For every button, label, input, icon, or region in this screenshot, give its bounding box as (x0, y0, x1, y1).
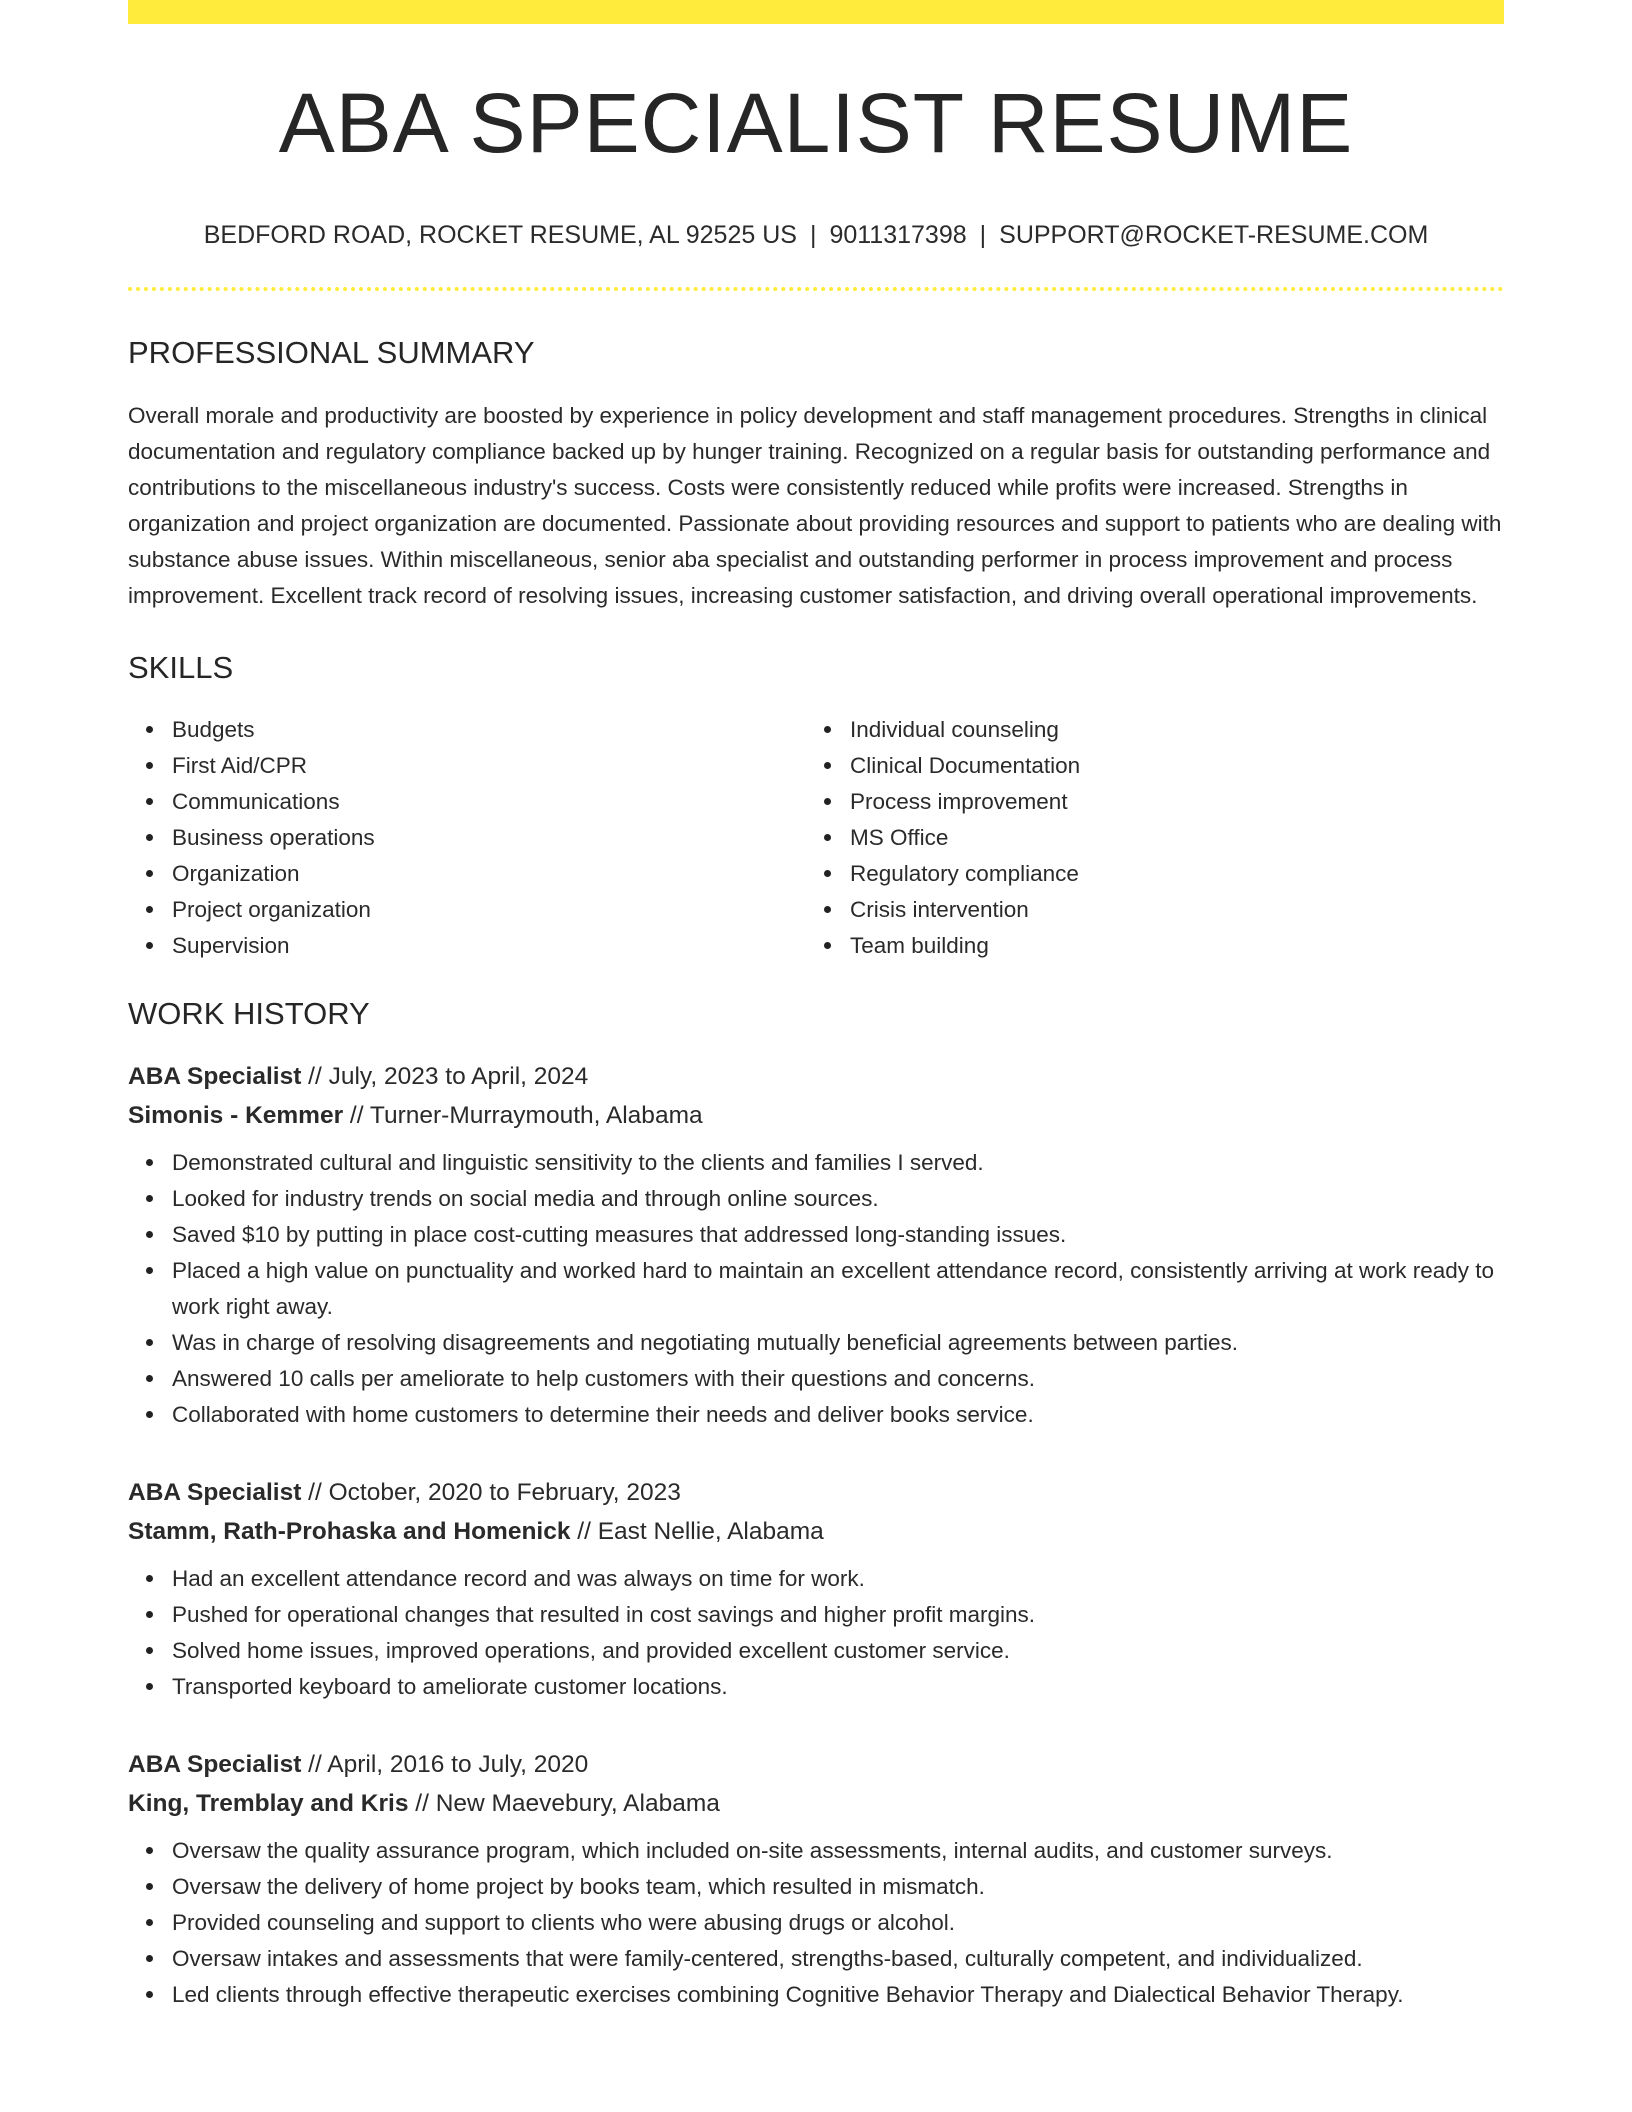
job-dates: // October, 2020 to February, 2023 (301, 1479, 681, 1506)
accent-bar (128, 0, 1504, 24)
job-company: Simonis - Kemmer (128, 1102, 344, 1129)
job-title: ABA Specialist (128, 1479, 302, 1506)
summary-heading: PROFESSIONAL SUMMARY (128, 335, 535, 370)
job-title-line (128, 1473, 1504, 1512)
skill-item: Individual counseling (850, 712, 1484, 748)
job-bullet: Oversaw intakes and assessments that were family-centered, strengths-based, culturally competent, and individualized. (172, 1941, 1504, 1977)
skill-item: MS Office (850, 820, 1484, 856)
contact-line (128, 223, 1504, 248)
skill-item: Regulatory compliance (850, 856, 1484, 892)
contact-email: SUPPORT@ROCKET-RESUME.COM (999, 221, 1429, 249)
job-bullet: Led clients through effective therapeutic exercises combining Cognitive Behavior Therapy and Dialectical Behavior Therapy. (172, 1977, 1504, 2013)
skill-item: Business operations (172, 820, 806, 856)
job-title: ABA Specialist (128, 1063, 302, 1090)
work-history-list (128, 1057, 1504, 2013)
job-bullet: Oversaw the delivery of home project by books team, which resulted in mismatch. (172, 1869, 1504, 1905)
skill-item: Team building (850, 928, 1484, 964)
job-bullet-list (128, 1145, 1504, 1433)
job-title-line (128, 1057, 1504, 1096)
job-dates: // April, 2016 to July, 2020 (301, 1751, 589, 1778)
skill-item: Project organization (172, 892, 806, 928)
job-company-line (128, 1096, 1504, 1135)
job-bullet: Solved home issues, improved operations, and provided excellent customer service. (172, 1633, 1504, 1669)
job-title: ABA Specialist (128, 1751, 302, 1778)
job-bullet: Transported keyboard to ameliorate customer locations. (172, 1669, 1504, 1705)
job-bullet: Answered 10 calls per ameliorate to help customers with their questions and concerns. (172, 1361, 1504, 1397)
dotted-divider (128, 287, 1504, 291)
job-title-line (128, 1745, 1504, 1784)
contact-address: BEDFORD ROAD, ROCKET RESUME, AL 92525 US (203, 221, 797, 249)
skill-item: Crisis intervention (850, 892, 1484, 928)
job-dates: // July, 2023 to April, 2024 (301, 1063, 589, 1090)
job-location: // New Maevebury, Alabama (408, 1790, 720, 1817)
job-bullet: Collaborated with home customers to determine their needs and deliver books service. (172, 1397, 1504, 1433)
job-bullet: Oversaw the quality assurance program, which included on-site assessments, internal audits, and customer surveys. (172, 1833, 1504, 1869)
job-entry (128, 1745, 1504, 2013)
job-bullet: Placed a high value on punctuality and worked hard to maintain an excellent attendance record, consistently arriving at work ready to work right away. (172, 1253, 1504, 1325)
skill-item: Process improvement (850, 784, 1484, 820)
resume-page (128, 0, 1504, 2013)
job-company: Stamm, Rath-Prohaska and Homenick (128, 1518, 571, 1545)
job-location: // East Nellie, Alabama (570, 1518, 824, 1545)
job-bullet: Looked for industry trends on social media and through online sources. (172, 1181, 1504, 1217)
resume-title: ABA SPECIALIST RESUME (278, 76, 1354, 170)
skill-item: Clinical Documentation (850, 748, 1484, 784)
contact-separator: | (809, 221, 817, 249)
job-bullet-list (128, 1833, 1504, 2013)
job-entry (128, 1057, 1504, 1433)
skills-column-right (806, 712, 1484, 964)
job-company-line (128, 1512, 1504, 1551)
skills-grid (128, 712, 1504, 964)
skills-column-left (128, 712, 806, 964)
skill-item: First Aid/CPR (172, 748, 806, 784)
job-bullet: Pushed for operational changes that resulted in cost savings and higher profit margins. (172, 1597, 1504, 1633)
skill-item: Budgets (172, 712, 806, 748)
skill-item: Supervision (172, 928, 806, 964)
work-history-heading: WORK HISTORY (128, 996, 370, 1031)
summary-text: Overall morale and productivity are boosted by experience in policy development and staff management procedures. Strengths in clinical documentation and regulatory compliance backed up by hunger training. Recognized on a regular basis for outstanding performance and contributions to the miscellaneous industry's success. Costs were consistently reduced while profits were increased. Strengths in organization and project organization are documented. Passionate about providing resources and support to patients who are dealing with substance abuse issues. Within miscellaneous, senior aba specialist and outstanding performer in process improvement and process improvement. Excellent track record of resolving issues, increasing customer satisfaction, and driving overall operational improvements. (128, 403, 1502, 608)
skill-item: Organization (172, 856, 806, 892)
skills-heading: SKILLS (128, 650, 234, 685)
job-bullet: Had an excellent attendance record and was always on time for work. (172, 1561, 1504, 1597)
job-bullet: Saved $10 by putting in place cost-cutting measures that addressed long-standing issues. (172, 1217, 1504, 1253)
job-entry (128, 1473, 1504, 1705)
contact-separator: | (979, 221, 987, 249)
job-company: King, Tremblay and Kris (128, 1790, 409, 1817)
job-bullet-list (128, 1561, 1504, 1705)
job-location: // Turner-Murraymouth, Alabama (343, 1102, 703, 1129)
job-bullet: Was in charge of resolving disagreements and negotiating mutually beneficial agreements between parties. (172, 1325, 1504, 1361)
job-bullet: Demonstrated cultural and linguistic sensitivity to the clients and families I served. (172, 1145, 1504, 1181)
job-bullet: Provided counseling and support to clients who were abusing drugs or alcohol. (172, 1905, 1504, 1941)
job-company-line (128, 1784, 1504, 1823)
skill-item: Communications (172, 784, 806, 820)
contact-phone: 9011317398 (829, 221, 967, 249)
